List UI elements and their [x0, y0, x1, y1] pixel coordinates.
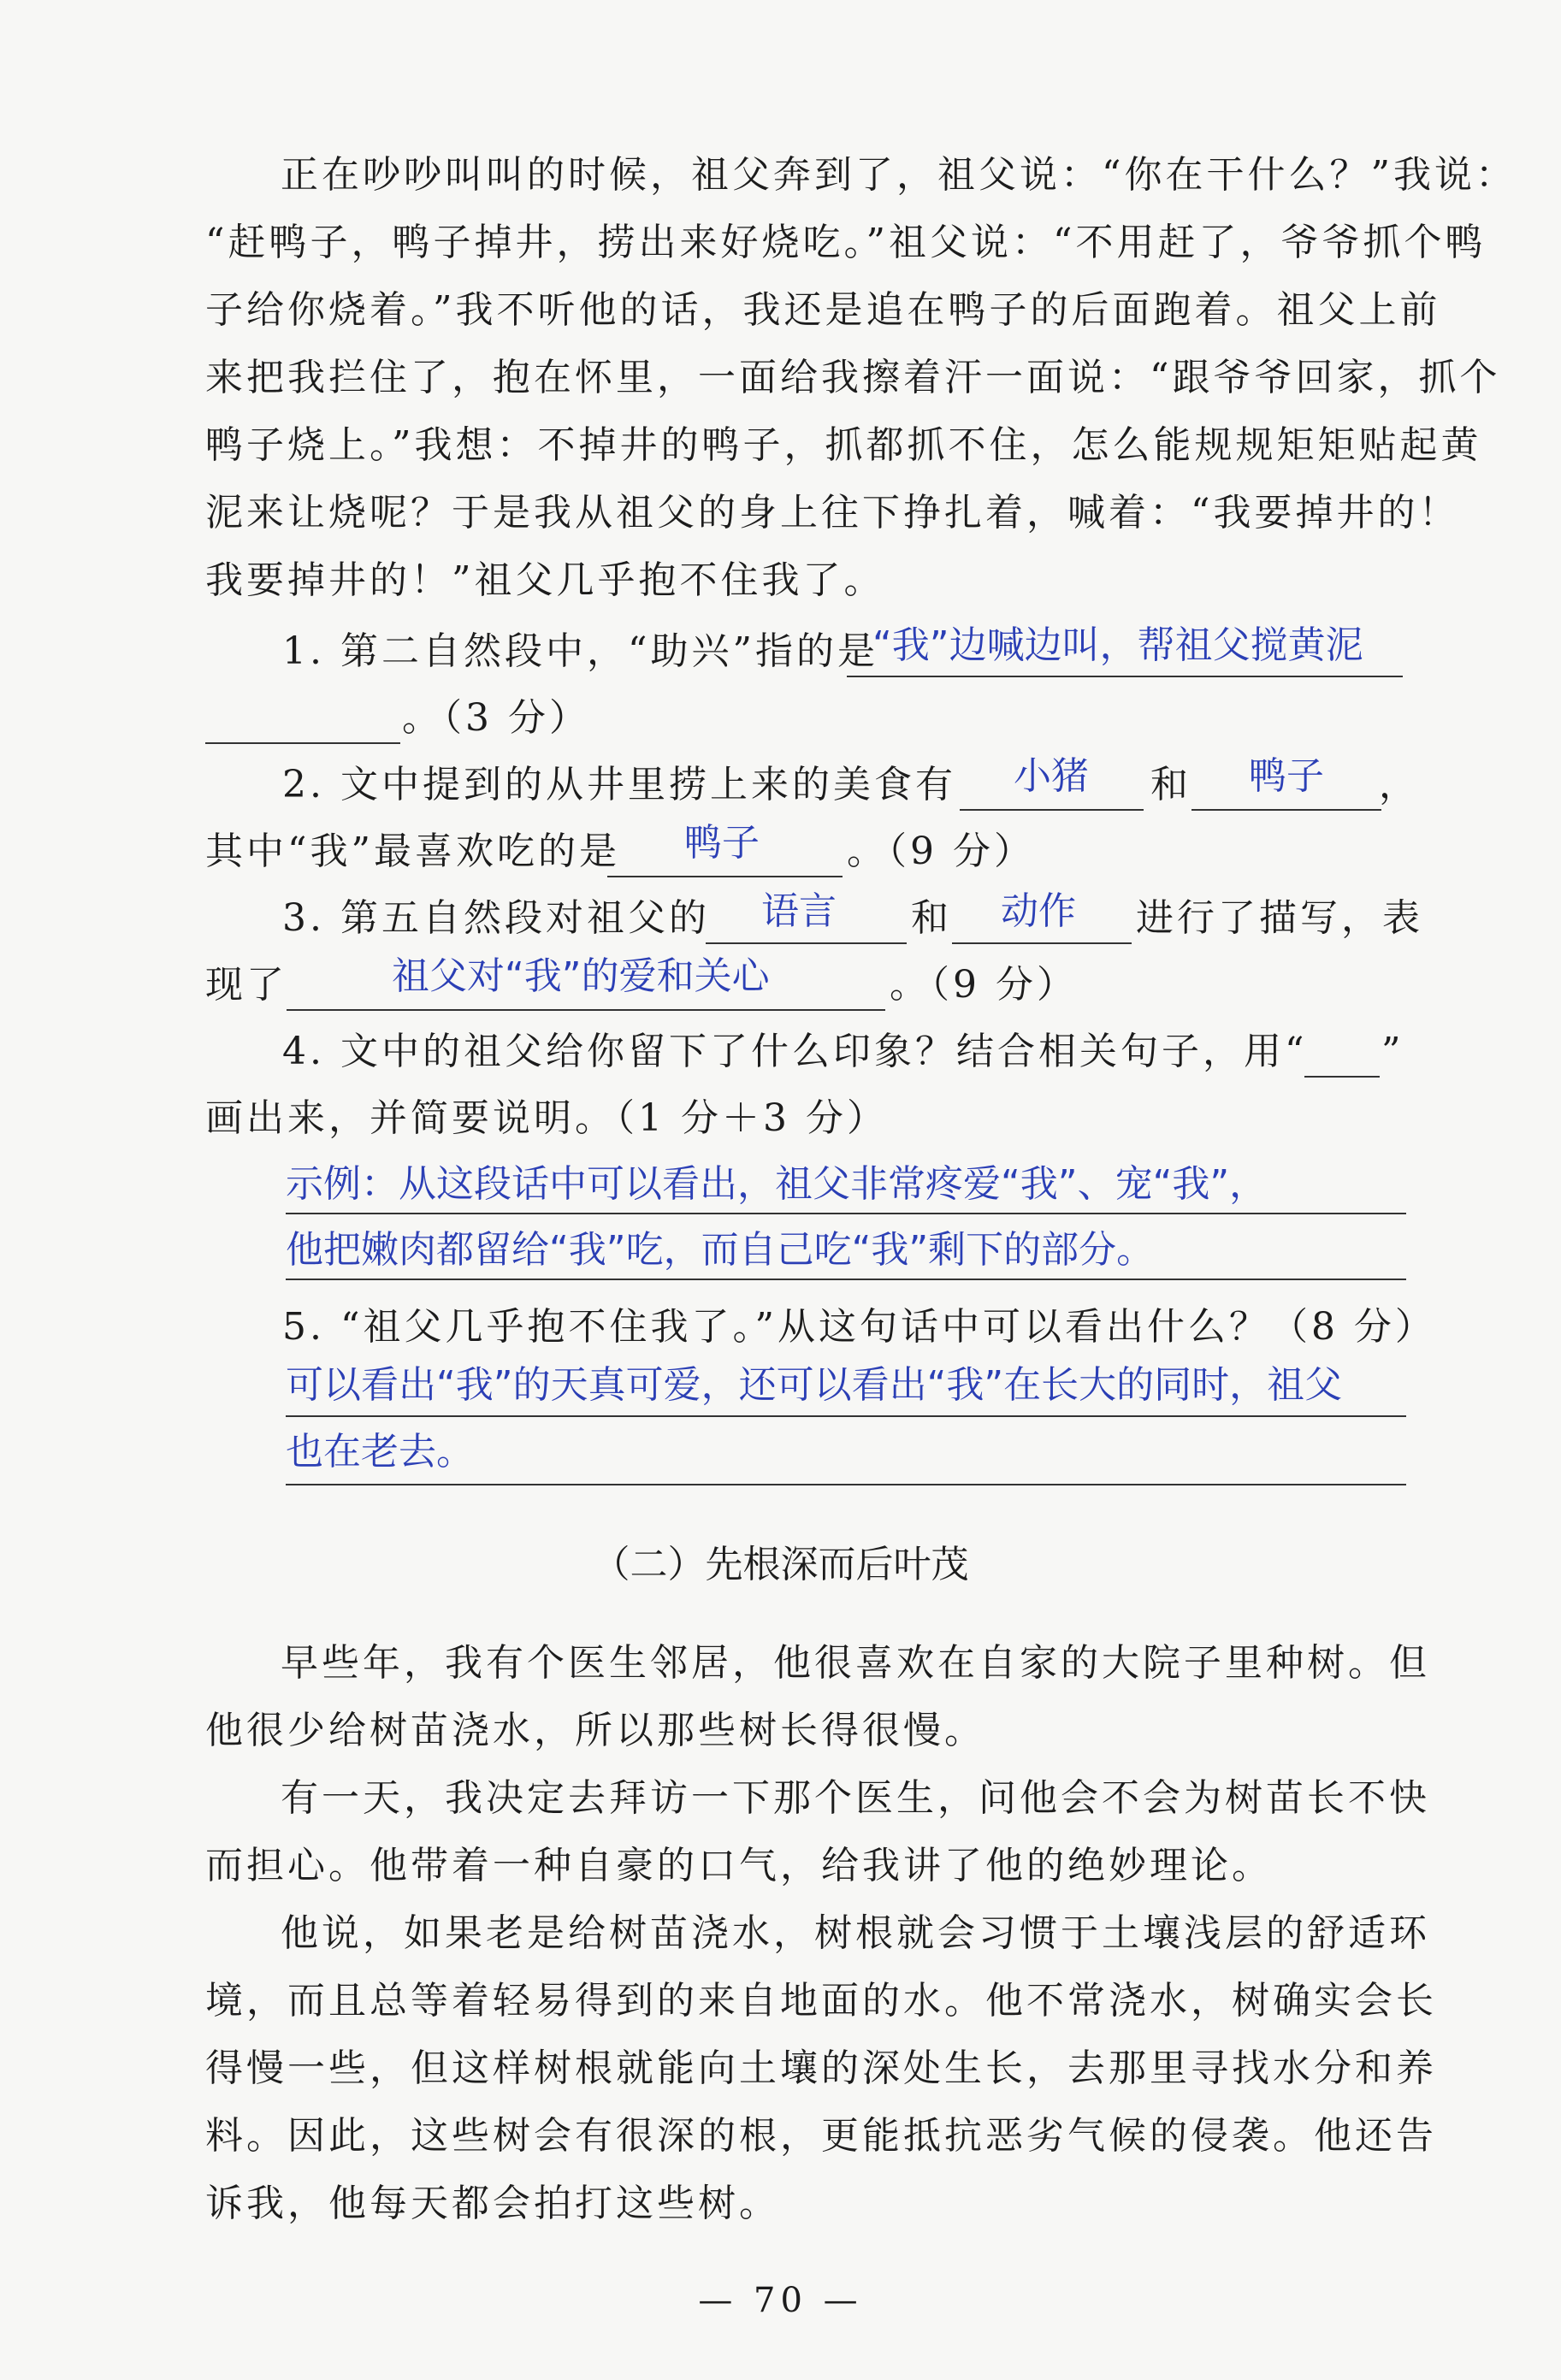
answer-rule — [286, 1484, 1406, 1485]
question-2-mid: 和 — [1150, 763, 1191, 806]
question-2-suffix: 。（9 分） — [847, 830, 1035, 873]
answer-rule — [286, 1213, 1406, 1214]
question-3-line2: 现了 — [205, 963, 287, 1007]
question-4-line1-end: ” — [1381, 1030, 1404, 1073]
passage-line: 他很少给树苗浇水，所以那些树长得很慢。 — [205, 1709, 985, 1752]
passage-line: 我要掉井的！”祖父几乎抱不住我了。 — [205, 558, 885, 602]
passage-line: 料。因此，这些树会有很深的根，更能抵抗恶劣气候的侵袭。他还告 — [205, 2114, 1437, 2158]
passage-line: “赶鸭子，鸭子掉井，捞出来好烧吃。”祖父说：“不用赶了，爷爷抓个鸭 — [205, 221, 1487, 264]
question-2-comma: ， — [1379, 763, 1420, 806]
question-5-answer-line: 可以看出“我”的天真可爱，还可以看出“我”在长大的同时，祖父 — [286, 1363, 1343, 1407]
passage-1 — [205, 141, 1517, 614]
question-2-answer-a: 小猪 — [1014, 754, 1089, 798]
question-2-answer-c: 鸭子 — [684, 821, 760, 865]
answer-rule — [286, 1279, 1406, 1280]
question-1-answer: “我”边喊边叫，帮祖父搅黄泥 — [872, 623, 1363, 667]
section-2-paragraph-2 — [205, 1764, 1430, 1899]
question-4-answer-line: 他把嫩肉都留给“我”吃，而自己吃“我”剩下的部分。 — [286, 1228, 1155, 1272]
question-1-blank-cont[interactable] — [205, 691, 400, 744]
question-5-answer-line: 也在老去。 — [286, 1430, 474, 1473]
passage-line: 有一天，我决定去拜访一下那个医生，问他会不会为树苗长不快 — [281, 1776, 1430, 1820]
passage-line: 他说，如果老是给树苗浇水，树根就会习惯于土壤浅层的舒适环 — [281, 1911, 1430, 1955]
question-3-answer-b: 动作 — [1001, 889, 1076, 933]
passage-line: 境，而且总等着轻易得到的来自地面的水。他不常浇水，树确实会长 — [205, 1979, 1437, 2023]
question-3-suffix: 。（9 分） — [890, 963, 1078, 1007]
question-5-line1: 5. “祖父几乎抱不住我了。”从这句话中可以看出什么？（8 分） — [282, 1305, 1436, 1349]
passage-line: 正在吵吵叫叫的时候，祖父奔到了，祖父说：“你在干什么？”我说： — [281, 153, 1517, 197]
question-2-answer-b: 鸭子 — [1249, 754, 1324, 798]
section-2-paragraph-3 — [205, 1899, 1437, 2237]
question-4-line1: 4. 文中的祖父给你留下了什么印象？结合相关句子，用“ — [282, 1030, 1308, 1073]
question-4-underline-sample — [1304, 1026, 1380, 1078]
passage-line: 子给你烧着。”我不听他的话，我还是追在鸭子的后面跑着。祖父上前 — [205, 288, 1441, 332]
passage-line: 来把我拦住了，抱在怀里，一面给我擦着汗一面说：“跟爷爷回家，抓个 — [205, 356, 1501, 399]
question-4-answer-line: 示例：从这段话中可以看出，祖父非常疼爱“我”、宠“我”， — [286, 1162, 1268, 1206]
question-1-prefix: 1. 第二自然段中，“助兴”指的是 — [282, 629, 878, 673]
passage-line: 泥来让烧呢？于是我从祖父的身上往下挣扎着，喊着：“我要掉井的！ — [205, 491, 1460, 534]
question-3-answer-c: 祖父对“我”的爱和关心 — [392, 954, 770, 998]
section-2-paragraph-1 — [205, 1629, 1430, 1764]
question-2-line2: 其中“我”最喜欢吃的是 — [205, 830, 620, 873]
question-3-answer-a: 语言 — [761, 889, 837, 933]
section-heading: （二）先根深而后叶茂 — [592, 1543, 969, 1586]
question-3-prefix: 3. 第五自然段对祖父的 — [282, 896, 710, 940]
page-number: — 70 — — [698, 2281, 863, 2320]
passage-line: 得慢一些，但这样树根就能向土壤的深处生长，去那里寻找水分和养 — [205, 2046, 1437, 2090]
question-4-line2: 画出来，并简要说明。（1 分＋3 分） — [205, 1096, 888, 1140]
passage-line: 而担心。他带着一种自豪的口气，给我讲了他的绝妙理论。 — [205, 1844, 1273, 1887]
passage-line: 诉我，他每天都会拍打这些树。 — [205, 2182, 780, 2225]
passage-line: 鸭子烧上。”我想：不掉井的鸭子，抓都抓不住，怎么能规规矩矩贴起黄 — [205, 423, 1482, 467]
question-1-suffix: 。（3 分） — [402, 696, 590, 740]
question-3-mid: 和 — [911, 896, 952, 940]
question-3-after: 进行了描写，表 — [1136, 896, 1423, 940]
passage-line: 早些年，我有个医生邻居，他很喜欢在自家的大院子里种树。但 — [281, 1641, 1430, 1685]
answer-rule — [286, 1415, 1406, 1417]
question-2-prefix: 2. 文中提到的从井里捞上来的美食有 — [282, 763, 956, 806]
